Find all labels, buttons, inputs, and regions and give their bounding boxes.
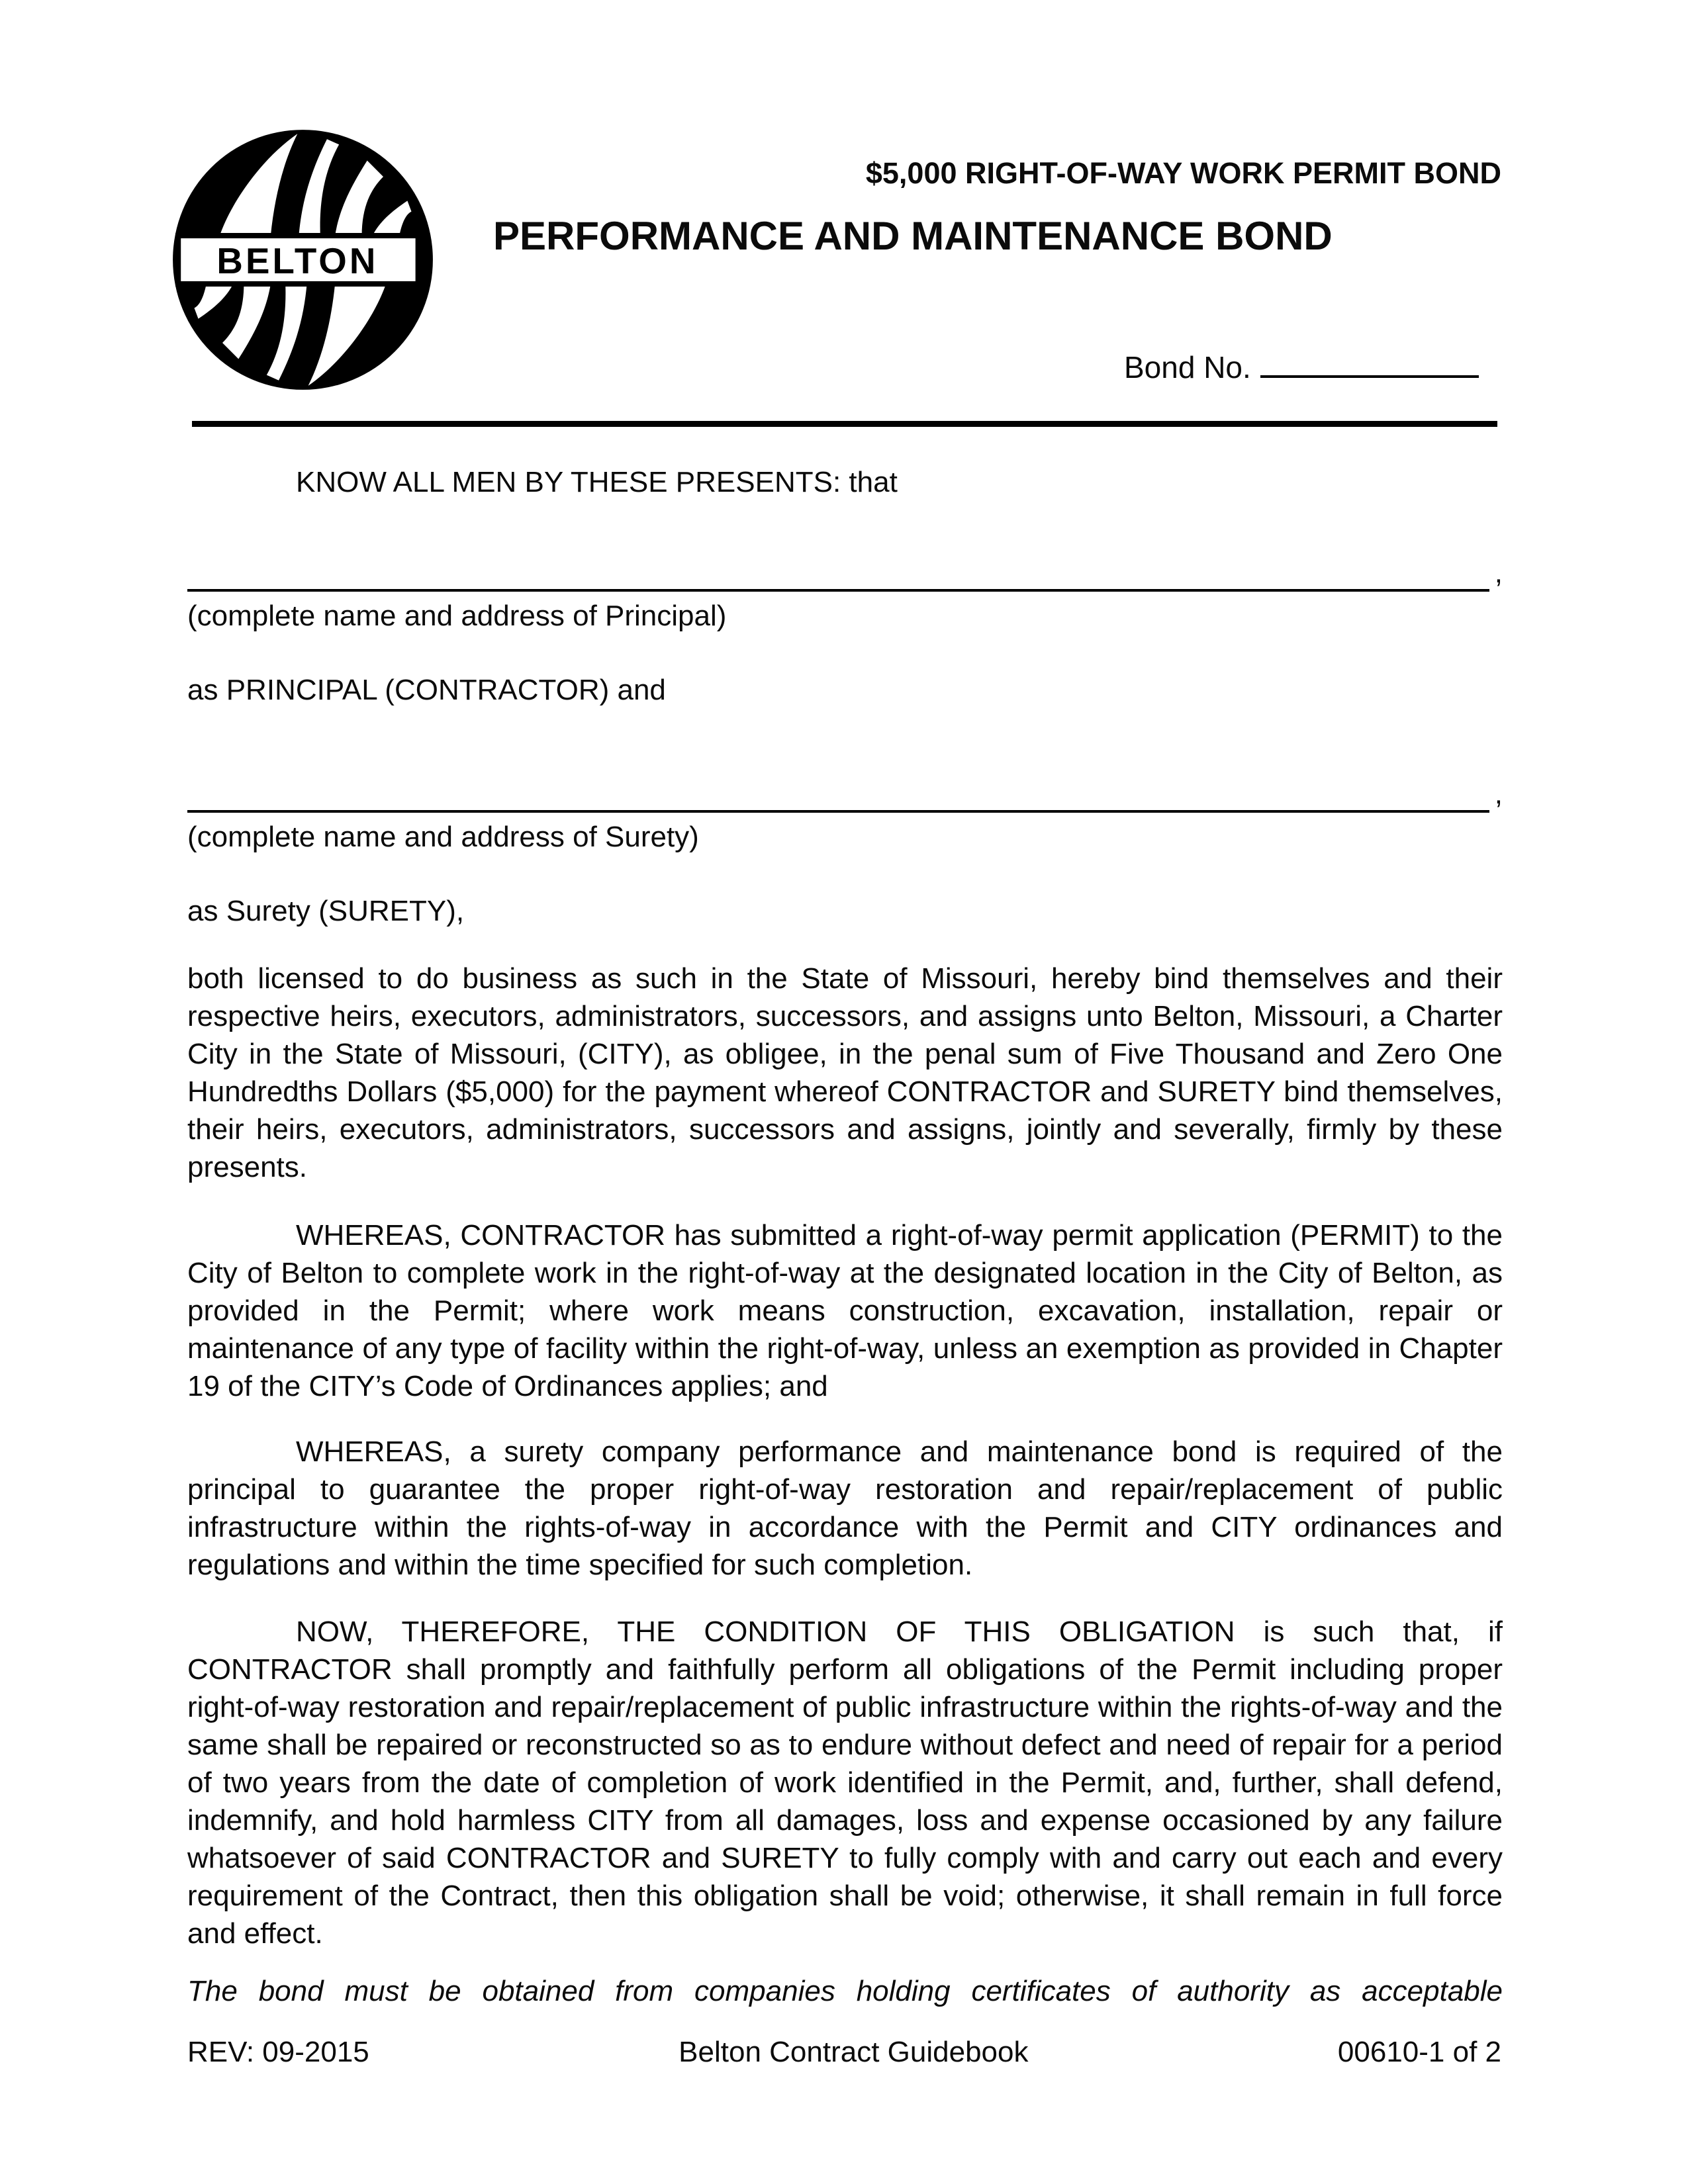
page-title: PERFORMANCE AND MAINTENANCE BOND — [493, 214, 1333, 258]
bond-no-field — [1124, 349, 1479, 385]
footer-revision: REV: 09-2015 — [187, 2036, 369, 2068]
footer-page-number: 00610-1 of 2 — [1337, 2036, 1501, 2068]
bond-no-blank-line — [1260, 349, 1479, 378]
principal-blank-line — [187, 551, 1489, 592]
document-body — [187, 463, 1503, 2010]
bond-no-label: Bond No. — [1124, 350, 1251, 385]
paragraph-whereas-permit: WHEREAS, CONTRACTOR has submitted a right-of-way permit application (PERMIT) to the City of Belton to complete work in the right-of-way at the designated location in the City of Belton, as provided in the Permit; where work means construction, excavation, installation, repair or maintenance of any type of facility within the right-of-way, unless an exemption as provided in Chapter 19 of the CITY’s Code of Ordinances applies; and — [187, 1219, 1503, 1402]
principal-blank-row — [187, 554, 1503, 592]
paragraph-obligation: both licensed to do business as such in the State of Missouri, hereby bind themselves and their respective heirs, executors, administrators, successors, and assigns unto Belton, Missouri, a Charter City in the State of Missouri, (CITY), as obligee, in the penal sum of Five Thousand and Zero One Hundredths Dollars ($5,000) for the payment whereof CONTRACTOR and SURETY bind themselves, their heirs, executors, administrators, successors and assigns, jointly and severally, firmly by these presents. — [187, 962, 1503, 1183]
paragraph-whereas-bond: WHEREAS, a surety company performance and maintenance bond is required of the principal to guarantee the proper right-of-way restoration and repair/replacement of public infrastructure within the rights-of-way in accordance with the Permit and CITY ordinances and regulations and within the time specified for such completion. — [187, 1435, 1503, 1581]
surety-blank-line — [187, 772, 1489, 813]
page-footer — [187, 2036, 1501, 2069]
surety-suffix: as Surety (SURETY), — [187, 895, 465, 927]
header-rule — [192, 421, 1497, 427]
bond-companies-note: The bond must be obtained from companies holding certificates of authority as acceptable — [187, 1975, 1503, 2007]
logo-belton-text: BELTON — [216, 240, 379, 281]
paragraph-now-therefore: NOW, THEREFORE, THE CONDITION OF THIS OBLIGATION is such that, if CONTRACTOR shall promptly and faithfully perform all obligations of the Permit including proper right-of-way restoration and repair/replacement of public infrastructure within the rights-of-way and the same shall be repaired or reconstructed so as to endure without defect and need of repair for a period of two years from the date of completion of work identified in the Permit, and, further, shall defend, indemnify, and hold harmless CITY from all damages, loss and expense occasioned by any failure whatsoever of said CONTRACTOR and SURETY to fully comply with and carry out each and every requirement of the Contract, then this obligation shall be void; otherwise, it shall remain in full force and effect. — [187, 1615, 1503, 1950]
surety-blank-row — [187, 775, 1503, 813]
trailing-comma: , — [1494, 557, 1503, 589]
footer-guidebook: Belton Contract Guidebook — [679, 2036, 1029, 2068]
principal-suffix: as PRINCIPAL (CONTRACTOR) and — [187, 674, 666, 706]
intro-line: KNOW ALL MEN BY THESE PRESENTS: that — [296, 466, 898, 498]
trailing-comma: , — [1494, 778, 1503, 810]
principal-caption: (complete name and address of Principal) — [187, 600, 727, 632]
permit-bond-header: $5,000 RIGHT-OF-WAY WORK PERMIT BOND — [865, 156, 1501, 190]
surety-caption: (complete name and address of Surety) — [187, 821, 699, 853]
belton-city-logo-icon — [169, 126, 437, 394]
